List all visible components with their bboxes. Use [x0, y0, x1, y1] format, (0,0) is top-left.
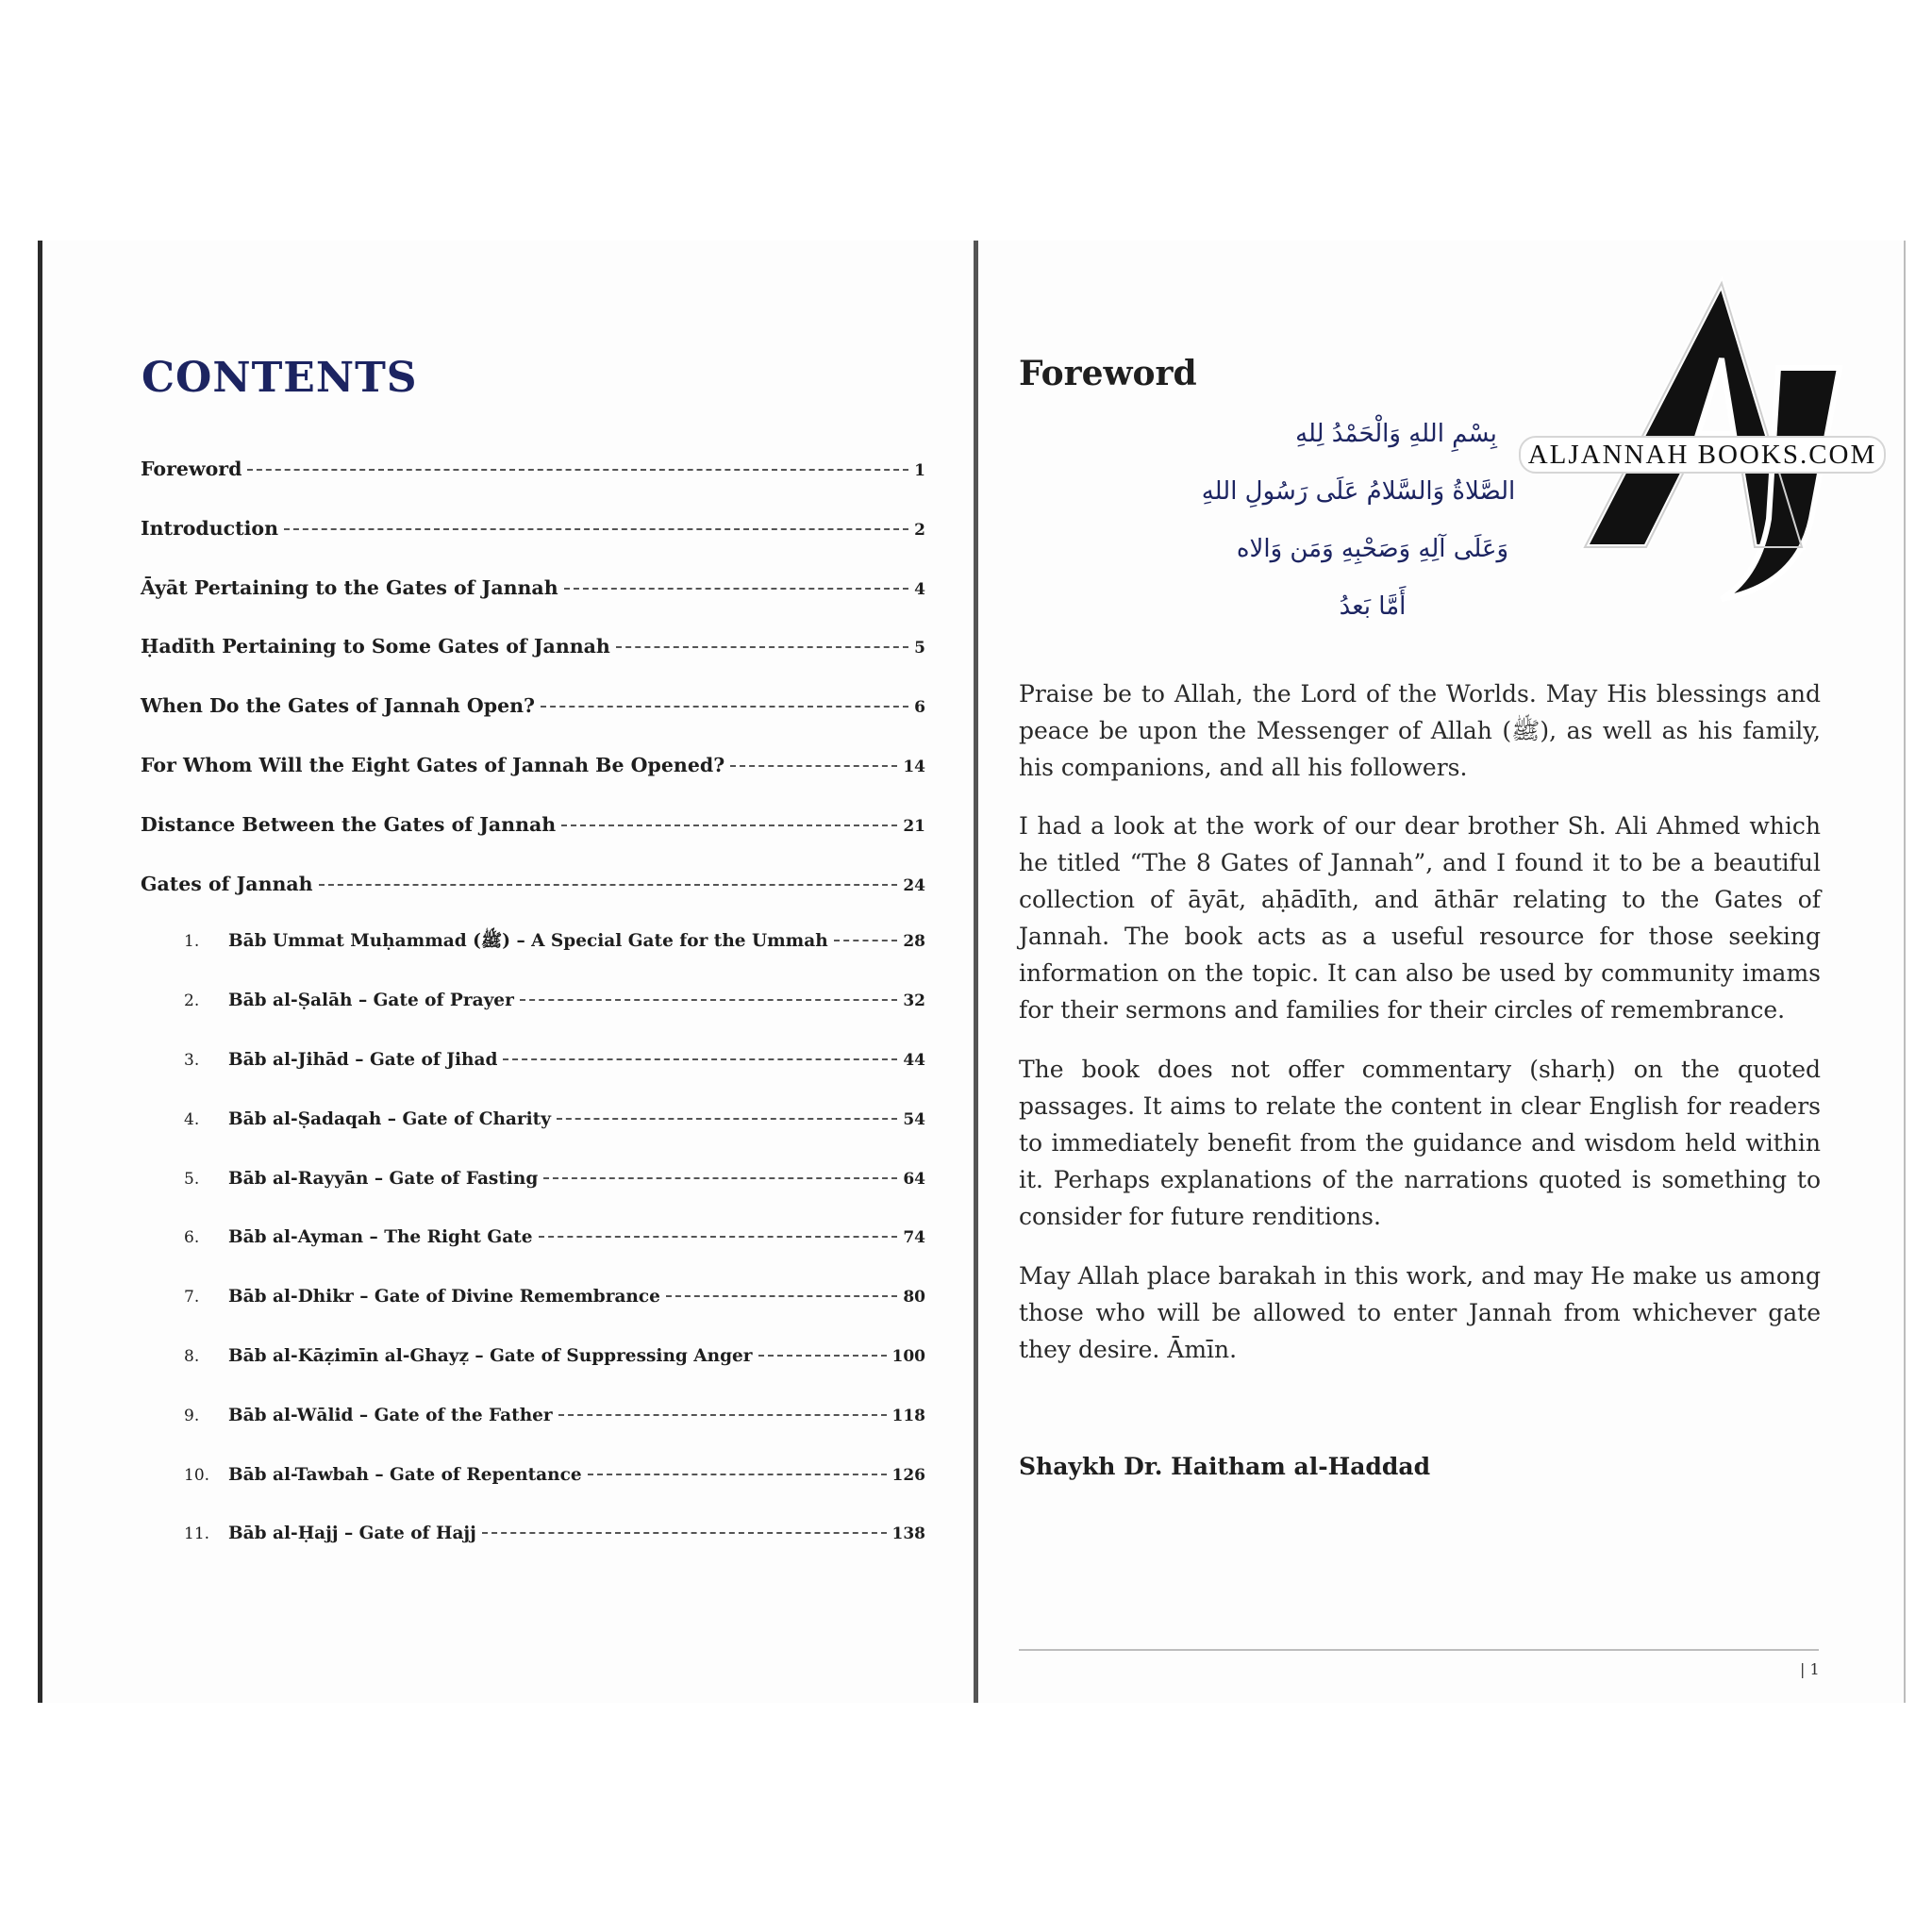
toc-leader-dots: [616, 646, 908, 648]
toc-page-number: 32: [903, 991, 925, 1011]
foreword-paragraph: May Allah place barakah in this work, and may He make us among those who will be allowed to enter Jannah from whichever gate they desire. Āmīn.: [1019, 1262, 1821, 1363]
toc-gate-label: Bāb al-Kāẓimīn al-Ghayẓ – Gate of Suppressing Anger: [228, 1345, 753, 1366]
toc-page-number: 2: [914, 520, 925, 540]
toc-gate-number: 11.: [184, 1524, 210, 1544]
toc-leader-dots: [758, 1355, 887, 1357]
toc-entry[interactable]: [141, 873, 925, 932]
toc-page-number: 64: [903, 1169, 925, 1189]
toc-gate-number: 5.: [184, 1169, 200, 1189]
toc-page-number: 118: [891, 1406, 925, 1425]
toc-gate-number: 4.: [184, 1109, 200, 1129]
toc-gate-label: Bāb al-Tawbah – Gate of Repentance: [228, 1464, 582, 1485]
toc-gate-entry[interactable]: [141, 1169, 925, 1228]
toc-gate-label: Bāb al-Ḥajj – Gate of Hajj: [228, 1524, 476, 1544]
toc-entry[interactable]: [141, 576, 925, 636]
toc-page-number: 80: [903, 1288, 925, 1307]
contents-title: CONTENTS: [142, 354, 418, 402]
toc-gate-number: 10.: [184, 1465, 210, 1485]
toc-gate-entry[interactable]: [141, 1287, 925, 1346]
toc-gate-number: 9.: [184, 1406, 200, 1425]
toc-gate-label: Bāb al-Ṣadaqah – Gate of Charity: [228, 1108, 551, 1129]
watermark-text: ALJANNAH BOOKS.COM: [1519, 436, 1886, 474]
toc-entry-label: Āyāt Pertaining to the Gates of Jannah: [141, 575, 558, 599]
foreword-paragraph: The book does not offer commentary (sharḥ) on the quoted passages. It aims to relate the content in clear English for readers to immediately benefit from the guidance and wisdom held within it. Perhaps explanations of the narrations quoted is something to consider for future renditions.: [1019, 1056, 1821, 1230]
toc-gate-number: 7.: [184, 1288, 200, 1307]
toc-gate-entry[interactable]: [141, 1406, 925, 1465]
toc-leader-dots: [666, 1295, 897, 1297]
toc-page-number: 5: [914, 639, 925, 658]
toc-page-number: 1: [914, 461, 925, 480]
toc-page-number: 24: [903, 875, 925, 895]
arabic-line-2: الصَّلاةُ وَالسَّلامُ عَلَى رَسُولِ اللهِ: [1201, 477, 1516, 506]
toc-gate-entry[interactable]: [141, 1050, 925, 1109]
toc-page-number: 138: [891, 1524, 925, 1544]
toc-leader-dots: [558, 1414, 887, 1416]
toc-leader-dots: [247, 469, 908, 471]
toc-leader-dots: [541, 706, 908, 708]
toc-leader-dots: [539, 1236, 898, 1238]
toc-entry[interactable]: [141, 754, 925, 813]
page-edge: [1904, 241, 1906, 1703]
toc-page-number: 54: [903, 1109, 925, 1129]
toc-leader-dots: [730, 765, 897, 767]
toc-leader-dots: [520, 999, 897, 1001]
foreword-signature: Shaykh Dr. Haitham al-Haddad: [1019, 1453, 1431, 1480]
toc-gate-entry[interactable]: [141, 1524, 925, 1583]
toc-page-number: 21: [903, 816, 925, 836]
toc-entry[interactable]: [141, 635, 925, 694]
toc-leader-dots: [564, 588, 909, 590]
footer-rule: [1019, 1649, 1819, 1651]
toc-gate-label: Bāb al-Dhikr – Gate of Divine Remembrance: [228, 1287, 660, 1307]
toc-gate-entry[interactable]: [141, 931, 925, 991]
toc-leader-dots: [834, 940, 898, 941]
arabic-line-1: بِسْمِ اللهِ وَالْحَمْدُ لِلهِ: [1295, 420, 1497, 448]
toc-page-number: 4: [914, 579, 925, 599]
toc-entry-label: Gates of Jannah: [141, 872, 313, 895]
toc-page-number: 14: [903, 757, 925, 776]
toc-leader-dots: [588, 1474, 887, 1475]
table-of-contents: [141, 458, 925, 1583]
toc-gate-label: Bāb al-Rayyān – Gate of Fasting: [228, 1168, 539, 1189]
toc-page-number: 44: [903, 1050, 925, 1070]
toc-entry-label: Ḥadīth Pertaining to Some Gates of Jannah: [141, 635, 610, 658]
toc-entry-label: Introduction: [141, 516, 278, 540]
toc-leader-dots: [284, 528, 908, 530]
toc-entry-label: Distance Between the Gates of Jannah: [141, 812, 557, 836]
arabic-line-4: أَمَّا بَعدُ: [1339, 592, 1407, 621]
toc-gate-entry[interactable]: [141, 991, 925, 1050]
book-gutter: [974, 241, 978, 1703]
toc-entry[interactable]: [141, 517, 925, 576]
contents-page: [38, 241, 986, 1703]
toc-leader-dots: [543, 1177, 897, 1179]
toc-leader-dots: [503, 1058, 897, 1060]
toc-entry[interactable]: [141, 694, 925, 754]
page-number: | 1: [1800, 1660, 1820, 1678]
toc-gate-number: 8.: [184, 1346, 200, 1366]
toc-gate-label: Bāb al-Jihād – Gate of Jihad: [228, 1049, 498, 1070]
toc-leader-dots: [319, 884, 898, 886]
toc-entry-label: For Whom Will the Eight Gates of Jannah Be Opened?: [141, 753, 725, 776]
toc-gate-entry[interactable]: [141, 1109, 925, 1169]
toc-page-number: 100: [891, 1346, 925, 1366]
toc-gate-entry[interactable]: [141, 1465, 925, 1524]
toc-gate-number: 1.: [184, 932, 200, 952]
toc-page-number: 28: [903, 932, 925, 952]
toc-gate-label: Bāb al-Ayman – The Right Gate: [228, 1227, 533, 1248]
toc-gate-label: Bāb Ummat Muḥammad (ﷺ) – A Special Gate for the Ummah: [228, 931, 828, 952]
toc-leader-dots: [557, 1118, 897, 1120]
toc-gate-number: 6.: [184, 1228, 200, 1248]
toc-entry-label: Foreword: [141, 458, 242, 480]
toc-leader-dots: [561, 824, 897, 826]
toc-gate-label: Bāb al-Ṣalāh – Gate of Prayer: [228, 991, 514, 1011]
foreword-paragraph: Praise be to Allah, the Lord of the Worlds. May His blessings and peace be upon the Messenger of Allah (ﷺ), as well as his family, his companions, and all his followers.: [1019, 680, 1821, 781]
toc-gate-entry[interactable]: [141, 1346, 925, 1406]
toc-page-number: 126: [891, 1465, 925, 1485]
toc-gate-number: 2.: [184, 991, 200, 1011]
toc-gate-entry[interactable]: [141, 1227, 925, 1287]
toc-entry-label: When Do the Gates of Jannah Open?: [141, 694, 536, 718]
toc-leader-dots: [482, 1532, 887, 1534]
foreword-paragraph: I had a look at the work of our dear brother Sh. Ali Ahmed which he titled “The 8 Gates of Jannah”, and I found it to be a beautiful collection of āyāt, aḥādīth, and āthār relating to the Gates of Jannah. The book acts as a useful resource for those seeking information on the topic. It can also be used by community imams for their sermons and families for their circles of remembrance.: [1019, 812, 1821, 1024]
foreword-title: Foreword: [1019, 354, 1197, 393]
toc-gate-number: 3.: [184, 1050, 200, 1070]
toc-entry[interactable]: [141, 813, 925, 873]
toc-page-number: 6: [914, 698, 925, 718]
arabic-line-3: وَعَلَى آلِهِ وَصَحْبِهِ وَمَن وَالاه: [1236, 535, 1509, 563]
toc-page-number: 74: [903, 1228, 925, 1248]
toc-entry[interactable]: [141, 458, 925, 517]
toc-gate-label: Bāb al-Wālid – Gate of the Father: [228, 1405, 553, 1425]
